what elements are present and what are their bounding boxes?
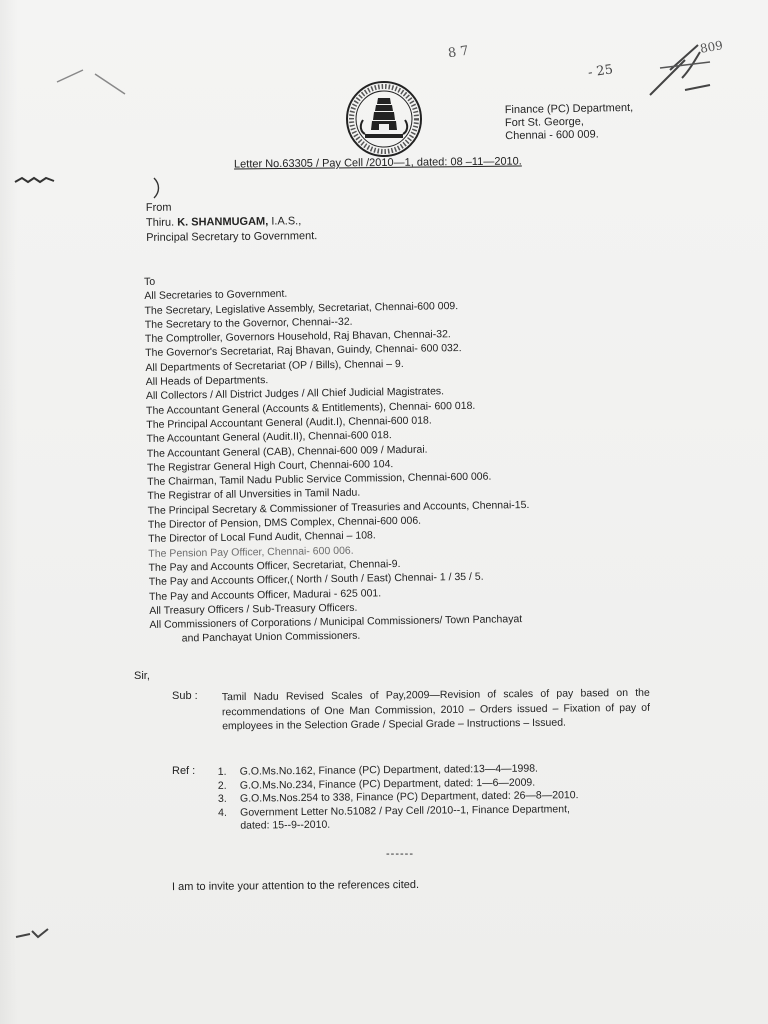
reference-number: 1. [217,765,227,778]
margin-mark-icon [10,170,80,190]
recipient-item: The Pay and Accounts Officer, Madurai - 625 001. [148,586,382,603]
reference-text: Government Letter No.51082 / Pay Cell /2010--1, Finance Department, [240,802,570,819]
recipient-item: The Governor's Secretariat, Raj Bhavan, Guindy, Chennai- 600 032. [145,342,462,360]
reference-list [218,762,579,833]
recipient-item: The Registrar General High Court, Chennai-600 104. [146,457,394,474]
reference-text: G.O.Ms.No.162, Finance (PC) Department, dated:13—4—1998. [239,762,538,778]
recipient-item: The Pay and Accounts Officer, Secretariat, Chennai-9. [148,557,401,574]
reference-label: Ref : [172,765,196,777]
recipient-item: The Pay and Accounts Officer,( North / South / East) Chennai- 1 / 35 / 5. [148,570,484,589]
address-line-3: Chennai - 600 009. [505,128,599,143]
recipient-item: All Heads of Departments. [145,374,269,389]
address-line-2: Fort St. George, [504,115,584,130]
sender-name-prefix: Thiru. [145,216,178,229]
recipient-item: The Director of Pension, DMS Complex, Chennai-600 006. [147,514,422,532]
to-label: To [144,275,156,288]
sender-name-suffix: I.A.S., [268,215,302,228]
handwritten-note-top: 8 7 [447,43,470,62]
recipient-item: The Pension Pay Officer, Chennai- 600 006. [148,544,354,560]
address-line-1: Finance (PC) Department, [504,101,634,117]
reference-number: 2. [217,779,227,792]
sender-name: K. SHANMUGAM, [177,215,269,229]
from-label: From [145,201,172,214]
handwritten-scribble-icon [640,40,720,110]
recipient-item: The Comptroller, Governors Household, Raj Bhavan, Chennai-32. [144,328,451,346]
recipient-item: The Accountant General (Audit.II), Chennai-600 018. [146,429,392,446]
subject-text: Tamil Nadu Revised Scales of Pay,2009—Revision of scales of pay based on the recommendations of One Man Commission, 2010 – Orders issued – Fixation of pay of employees in the Selection Grade / Special Grade – Instructions – Issued. [221,686,651,733]
handwritten-note-right: - 25 [587,62,614,81]
subject-label: Sub : [172,690,198,702]
section-divider: ------ [386,848,414,860]
recipient-item: The Principal Accountant General (Audit.I), Chennai-600 018. [146,414,432,431]
closing-sentence: I am to invite your attention to the references cited. [171,878,420,894]
recipient-item: All Collectors / All District Judges / All Chief Judicial Magistrates. [145,385,445,403]
from-block [146,199,318,246]
recipient-item: The Registrar of all Unversities in Tamil Nadu. [147,487,361,503]
recipient-item: The Secretary to the Governor, Chennai--32. [144,315,353,331]
corner-fold-mark-icon [55,60,135,100]
recipient-item: All Commissioners of Corporations / Municipal Commissioners/ Town Panchayat [149,613,523,632]
salutation: Sir, [134,670,150,682]
bracket-mark-icon [150,176,164,200]
tamil-nadu-emblem-icon [345,80,423,158]
recipient-item: All Treasury Officers / Sub-Treasury Officers. [149,601,358,617]
recipient-item: All Departments of Secretariat (OP / Bills), Chennai – 9. [145,357,404,374]
recipient-item: The Principal Secretary & Commissioner of Treasuries and Accounts, Chennai-15. [147,498,530,517]
letter-number: Letter No.63305 / Pay Cell /2010—1, dated: 08 –11—2010. [233,155,522,171]
sender-designation: Principal Secretary to Government. [146,230,318,244]
recipient-list [144,269,531,647]
sender-address [505,102,634,143]
reference-number: 4. [218,806,227,819]
reference-number: 3. [217,792,227,805]
recipient-item: The Accountant General (CAB), Chennai-600 009 / Madurai. [146,443,428,460]
recipient-item-continuation: and Panchayat Union Commissioners. [181,630,361,645]
handwritten-note-corner: 809 [698,38,724,56]
reference-text: G.O.Ms.Nos.254 to 338, Finance (PC) Department, dated: 26—8—2010. [239,789,579,805]
recipient-item: The Chairman, Tamil Nadu Public Service Commission, Chennai-600 006. [147,470,492,489]
recipient-item: The Director of Local Fund Audit, Chennai – 108. [148,529,376,546]
recipient-item: The Accountant General (Accounts & Entitlements), Chennai- 600 018. [146,399,476,417]
recipient-item: The Secretary, Legislative Assembly, Secretariat, Chennai-600 009. [144,299,459,317]
reference-item-continuation: dated: 15--9--2010. [240,818,331,832]
recipient-item: All Secretaries to Government. [144,288,288,303]
reference-text: G.O.Ms.No.234, Finance (PC) Department, dated: 1—6—2009. [239,776,536,792]
bottom-margin-mark-icon [14,925,64,945]
